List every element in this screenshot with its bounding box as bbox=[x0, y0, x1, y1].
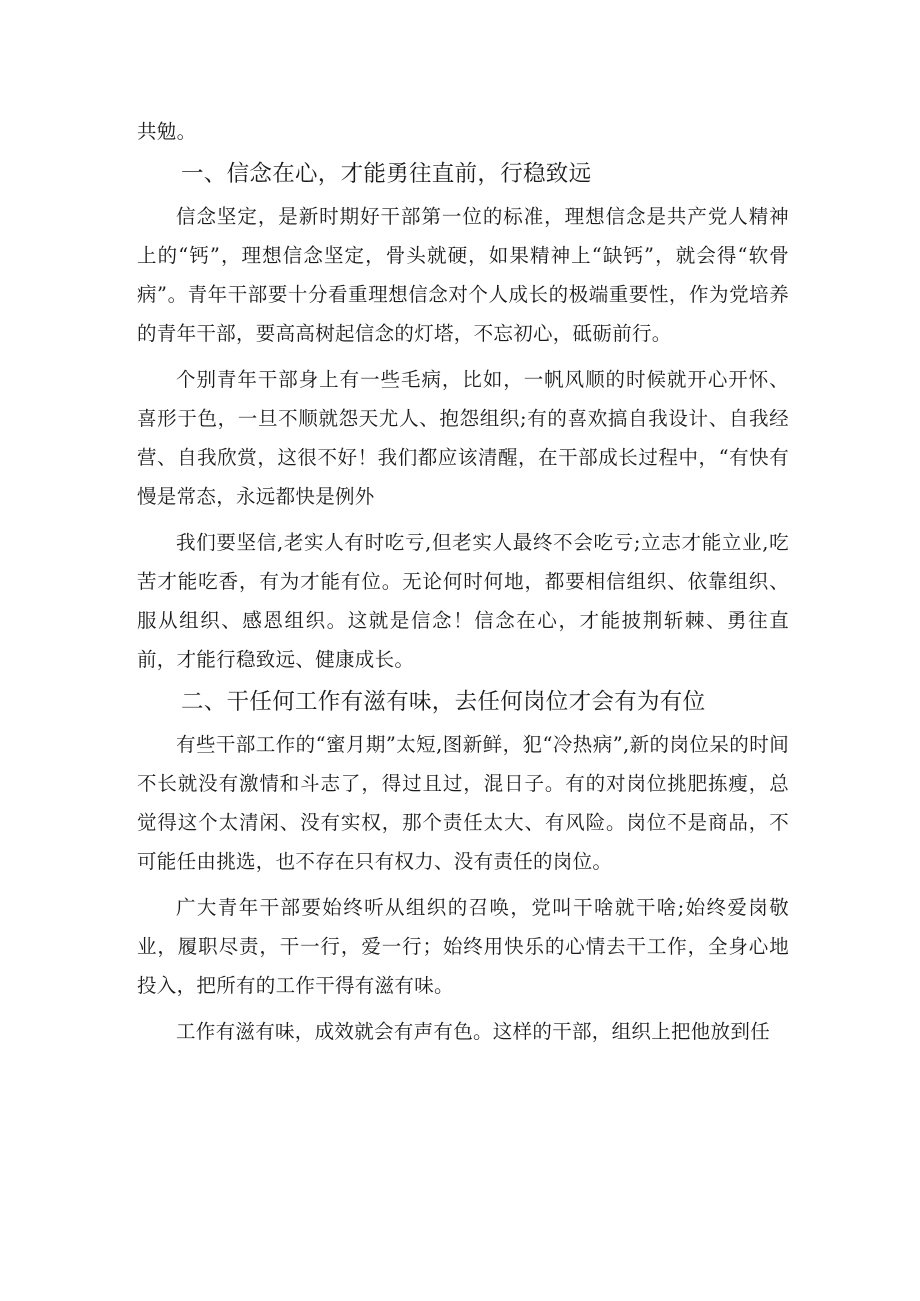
paragraph: 工作有滋有味，成效就会有声有色。这样的干部，组织上把他放到任 bbox=[176, 1020, 771, 1043]
paragraph: 有些干部工作的“蜜月期”太短,图新鲜，犯“冷热病”,新的岗位呆的时间不长就没有激情和斗志了，得过且过，混日子。有的对岗位挑肥拣瘦，总觉得这个太清闲、没有实权，那个责任太大、有风险。岗位不是商品，不可能任由挑选，也不存在只有权力、没有责任的岗位。 bbox=[137, 733, 789, 873]
section-heading-2: 二、干任何工作有滋有味，去任何岗位才会有为有位 bbox=[181, 689, 706, 715]
paragraph: 我们要坚信,老实人有时吃亏,但老实人最终不会吃亏;立志才能立业,吃苦才能吃香，有为才能有位。无论何时何地，都要相信组织、依靠组织、服从组织、感恩组织。这就是信念！信念在心，才能披荆斩棘、勇往直前，才能行稳致远、健康成长。 bbox=[137, 531, 789, 671]
paragraph: 信念坚定，是新时期好干部第一位的标准，理想信念是共产党人精神上的“钙”，理想信念坚定，骨头就硬，如果精神上“缺钙”，就会得“软骨病”。青年干部要十分看重理想信念对个人成长的极端重要性，作为党培养的青年干部，要高高树起信念的灯塔，不忘初心，砥砺前行。 bbox=[137, 205, 789, 345]
paragraph: 个别青年干部身上有一些毛病，比如，一帆风顺的时候就开心开怀、喜形于色，一旦不顺就怨天尤人、抱怨组织;有的喜欢搞自我设计、自我经营、自我欣赏，这很不好！我们都应该清醒，在干部成长过程中，“有快有慢是常态，永远都快是例外 bbox=[137, 368, 789, 508]
lead-fragment: 共勉。 bbox=[137, 120, 197, 143]
paragraph: 广大青年干部要始终听从组织的召唤，党叫干啥就干啥;始终爱岗敬业，履职尽责，干一行，爱一行；始终用快乐的心情去干工作，全身心地投入，把所有的工作干得有滋有味。 bbox=[137, 896, 789, 997]
section-heading-1: 一、信念在心，才能勇往直前，行稳致远 bbox=[181, 161, 592, 187]
document-page bbox=[137, 112, 789, 1051]
